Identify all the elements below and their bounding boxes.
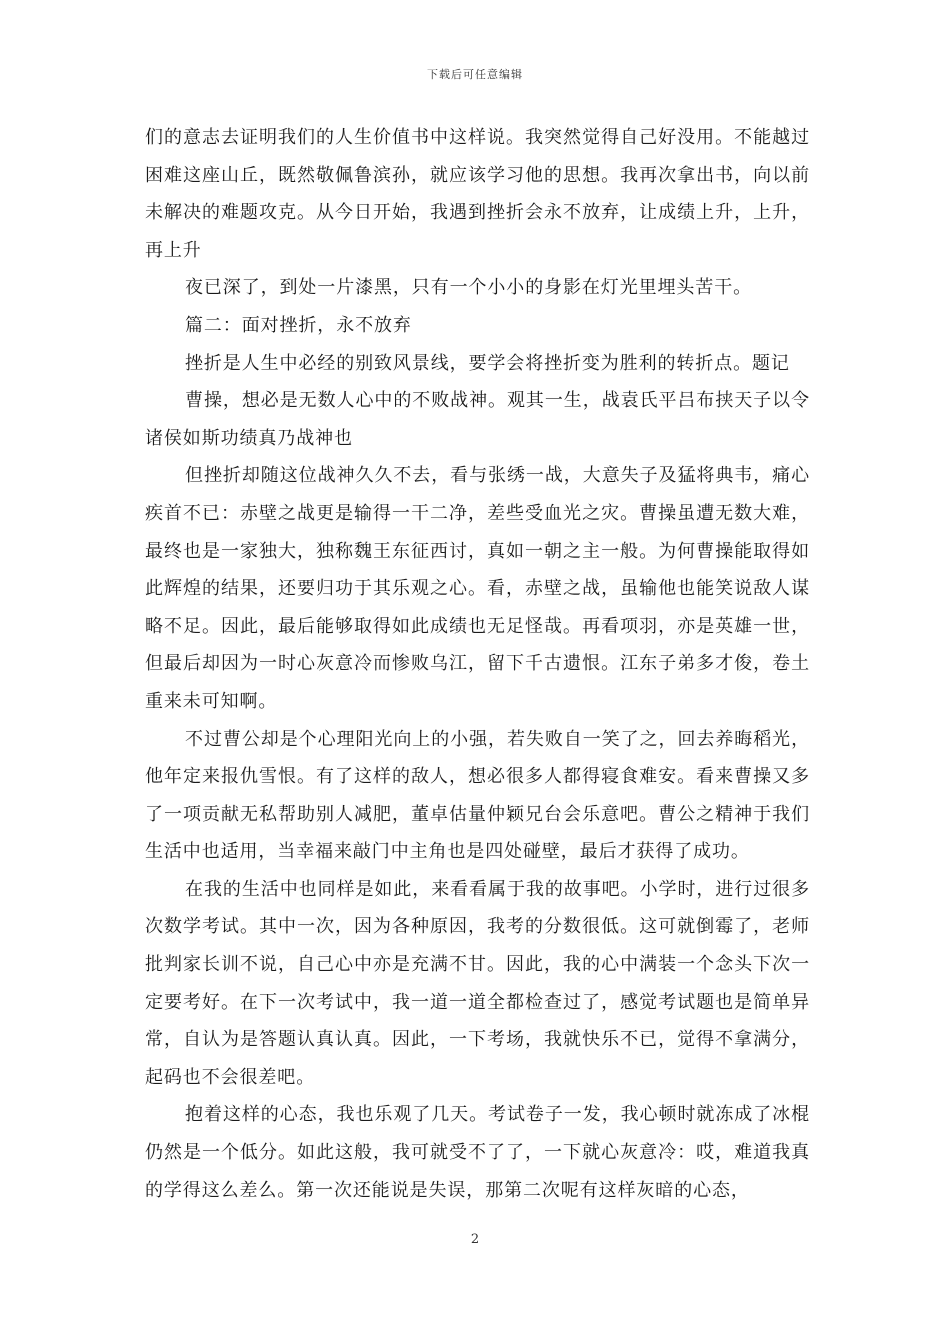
paragraph: 不过曹公却是个心理阳光向上的小强，若失败自一笑了之，回去养晦稻光，他年定来报仇雪恨。有了这样的敌人，想必很多人都得寝食难安。看来曹操又多了一项贡献无私帮助别人减肥，董卓估量仲颖兄台会乐意吧。曹公之精神于我们生活中也适用，当幸福来敲门中主角也是四处碰壁，最后才获得了成功。 (145, 728, 810, 863)
page-header: 下载后可任意编辑 (427, 68, 523, 81)
paragraph: 在我的生活中也同样是如此，来看看属于我的故事吧。小学时，进行过很多次数学考试。其中一次，因为各种原因，我考的分数很低。这可就倒霉了，老师批判家长训不说，自己心中亦是充满不甘。因此，我的心中满装一个念头下次一定要考好。在下一次考试中，我一道一道全都检查过了，感觉考试题也是简单异常，自认为是答题认真认真。因此，一下考场，我就快乐不已，觉得不拿满分，起码也不会很差吧。 (145, 878, 810, 1088)
section-heading: 篇二：面对挫折，永不放弃 (185, 314, 412, 336)
paragraph: 夜已深了，到处一片漆黑，只有一个小小的身影在灯光里埋头苦干。 (185, 277, 752, 299)
paragraph: 挫折是人生中必经的别致风景线，要学会将挫折变为胜利的转折点。题记 (185, 352, 790, 374)
paragraph: 但挫折却随这位战神久久不去，看与张绣一战，大意失子及猛将典韦，痛心疾首不已：赤壁之战更是输得一干二净，差些受血光之灾。曹操虽遭无数大难，最终也是一家独大，独称魏王东征西讨，真如一朝之主一般。为何曹操能取得如此辉煌的结果，还要归功于其乐观之心。看，赤壁之战，虽输他也能笑说敌人谋略不足。因此，最后能够取得如此成绩也无足怪哉。再看项羽，亦是英雄一世，但最后却因为一时心灰意冷而惨败乌江，留下千古遗恨。江东子弟多才俊，卷土重来未可知啊。 (145, 465, 810, 712)
page-number: 2 (470, 1232, 480, 1247)
paragraph: 曹操，想必是无数人心中的不败战神。观其一生，战袁氏平吕布挟天子以令诸侯如斯功绩真乃战神也 (145, 390, 810, 449)
paragraph: 抱着这样的心态，我也乐观了几天。考试卷子一发，我心顿时就冻成了冰棍仍然是一个低分。如此这般，我可就受不了了，一下就心灰意冷：哎，难道我真的学得这么差么。第一次还能说是失误，那第二次呢有这样灰暗的心态， (145, 1104, 810, 1201)
paragraph: 们的意志去证明我们的人生价值书中这样说。我突然觉得自己好没用。不能越过困难这座山丘，既然敬佩鲁滨孙，就应该学习他的思想。我再次拿出书，向以前未解决的难题攻克。从今日开始，我遇到挫折会永不放弃，让成绩上升，上升，再上升 (145, 127, 810, 261)
document-body (145, 119, 810, 1209)
